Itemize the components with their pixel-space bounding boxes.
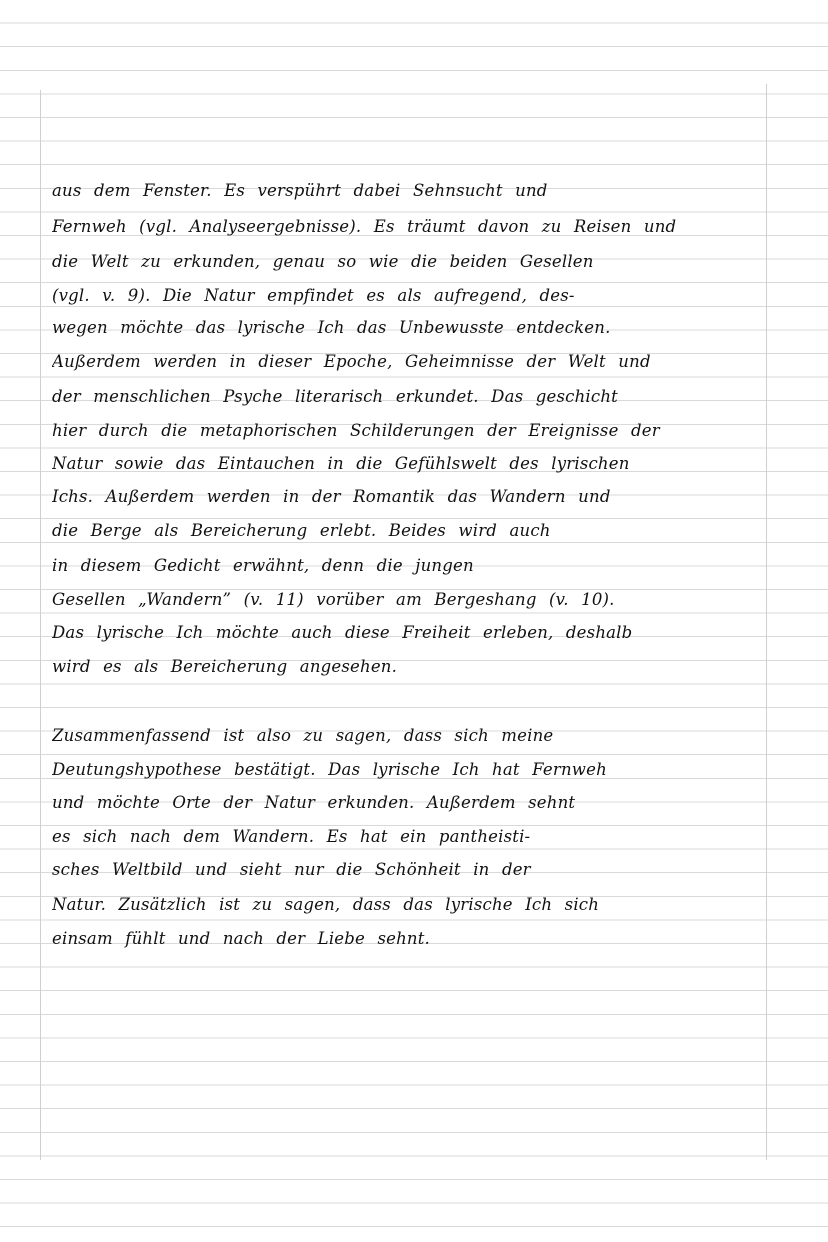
text-line: Das lyrische Ich möchte auch diese Freiheit erleben, deshalb [52, 623, 633, 642]
text-line: (vgl. v. 9). Die Natur empfindet es als aufregend, des- [52, 286, 575, 305]
text-line: Außerdem werden in dieser Epoche, Geheimnisse der Welt und [52, 352, 651, 371]
text-line: wegen möchte das lyrische Ich das Unbewusste entdecken. [52, 318, 611, 337]
text-line: und möchte Orte der Natur erkunden. Außerdem sehnt [52, 793, 576, 812]
text-line: Gesellen „Wandern” (v. 11) vorüber am Bergeshang (v. 10). [52, 590, 615, 609]
text-line: der menschlichen Psyche literarisch erkundet. Das geschicht [52, 387, 619, 406]
text-line: einsam fühlt und nach der Liebe sehnt. [52, 929, 431, 948]
text-line: Ichs. Außerdem werden in der Romantik das Wandern und [52, 487, 611, 506]
text-line: sches Weltbild und sieht nur die Schönheit in der [52, 860, 531, 879]
text-line: Deutungshypothese bestätigt. Das lyrische Ich hat Fernweh [52, 760, 607, 779]
text-line: in diesem Gedicht erwähnt, denn die jungen [52, 556, 474, 575]
text-line: die Berge als Bereicherung erlebt. Beides wird auch [52, 521, 551, 540]
text-line: Natur. Zusätzlich ist zu sagen, dass das lyrische Ich sich [52, 895, 600, 914]
text-line: Natur sowie das Eintauchen in die Gefühlswelt des lyrischen [52, 454, 630, 473]
text-line: aus dem Fenster. Es verspührt dabei Sehnsucht und [52, 181, 548, 200]
text-line: Zusammenfassend ist also zu sagen, dass sich meine [52, 726, 554, 745]
text-line: die Welt zu erkunden, genau so wie die beiden Gesellen [52, 252, 594, 271]
text-line: wird es als Bereicherung angesehen. [52, 657, 398, 676]
left-margin-line [40, 90, 41, 1160]
text-line: hier durch die metaphorischen Schilderungen der Ereignisse der [52, 421, 660, 440]
text-line: es sich nach dem Wandern. Es hat ein pantheisti- [52, 827, 531, 846]
right-margin-line [766, 84, 767, 1160]
text-line: Fernweh (vgl. Analyseergebnisse). Es träumt davon zu Reisen und [52, 217, 677, 236]
